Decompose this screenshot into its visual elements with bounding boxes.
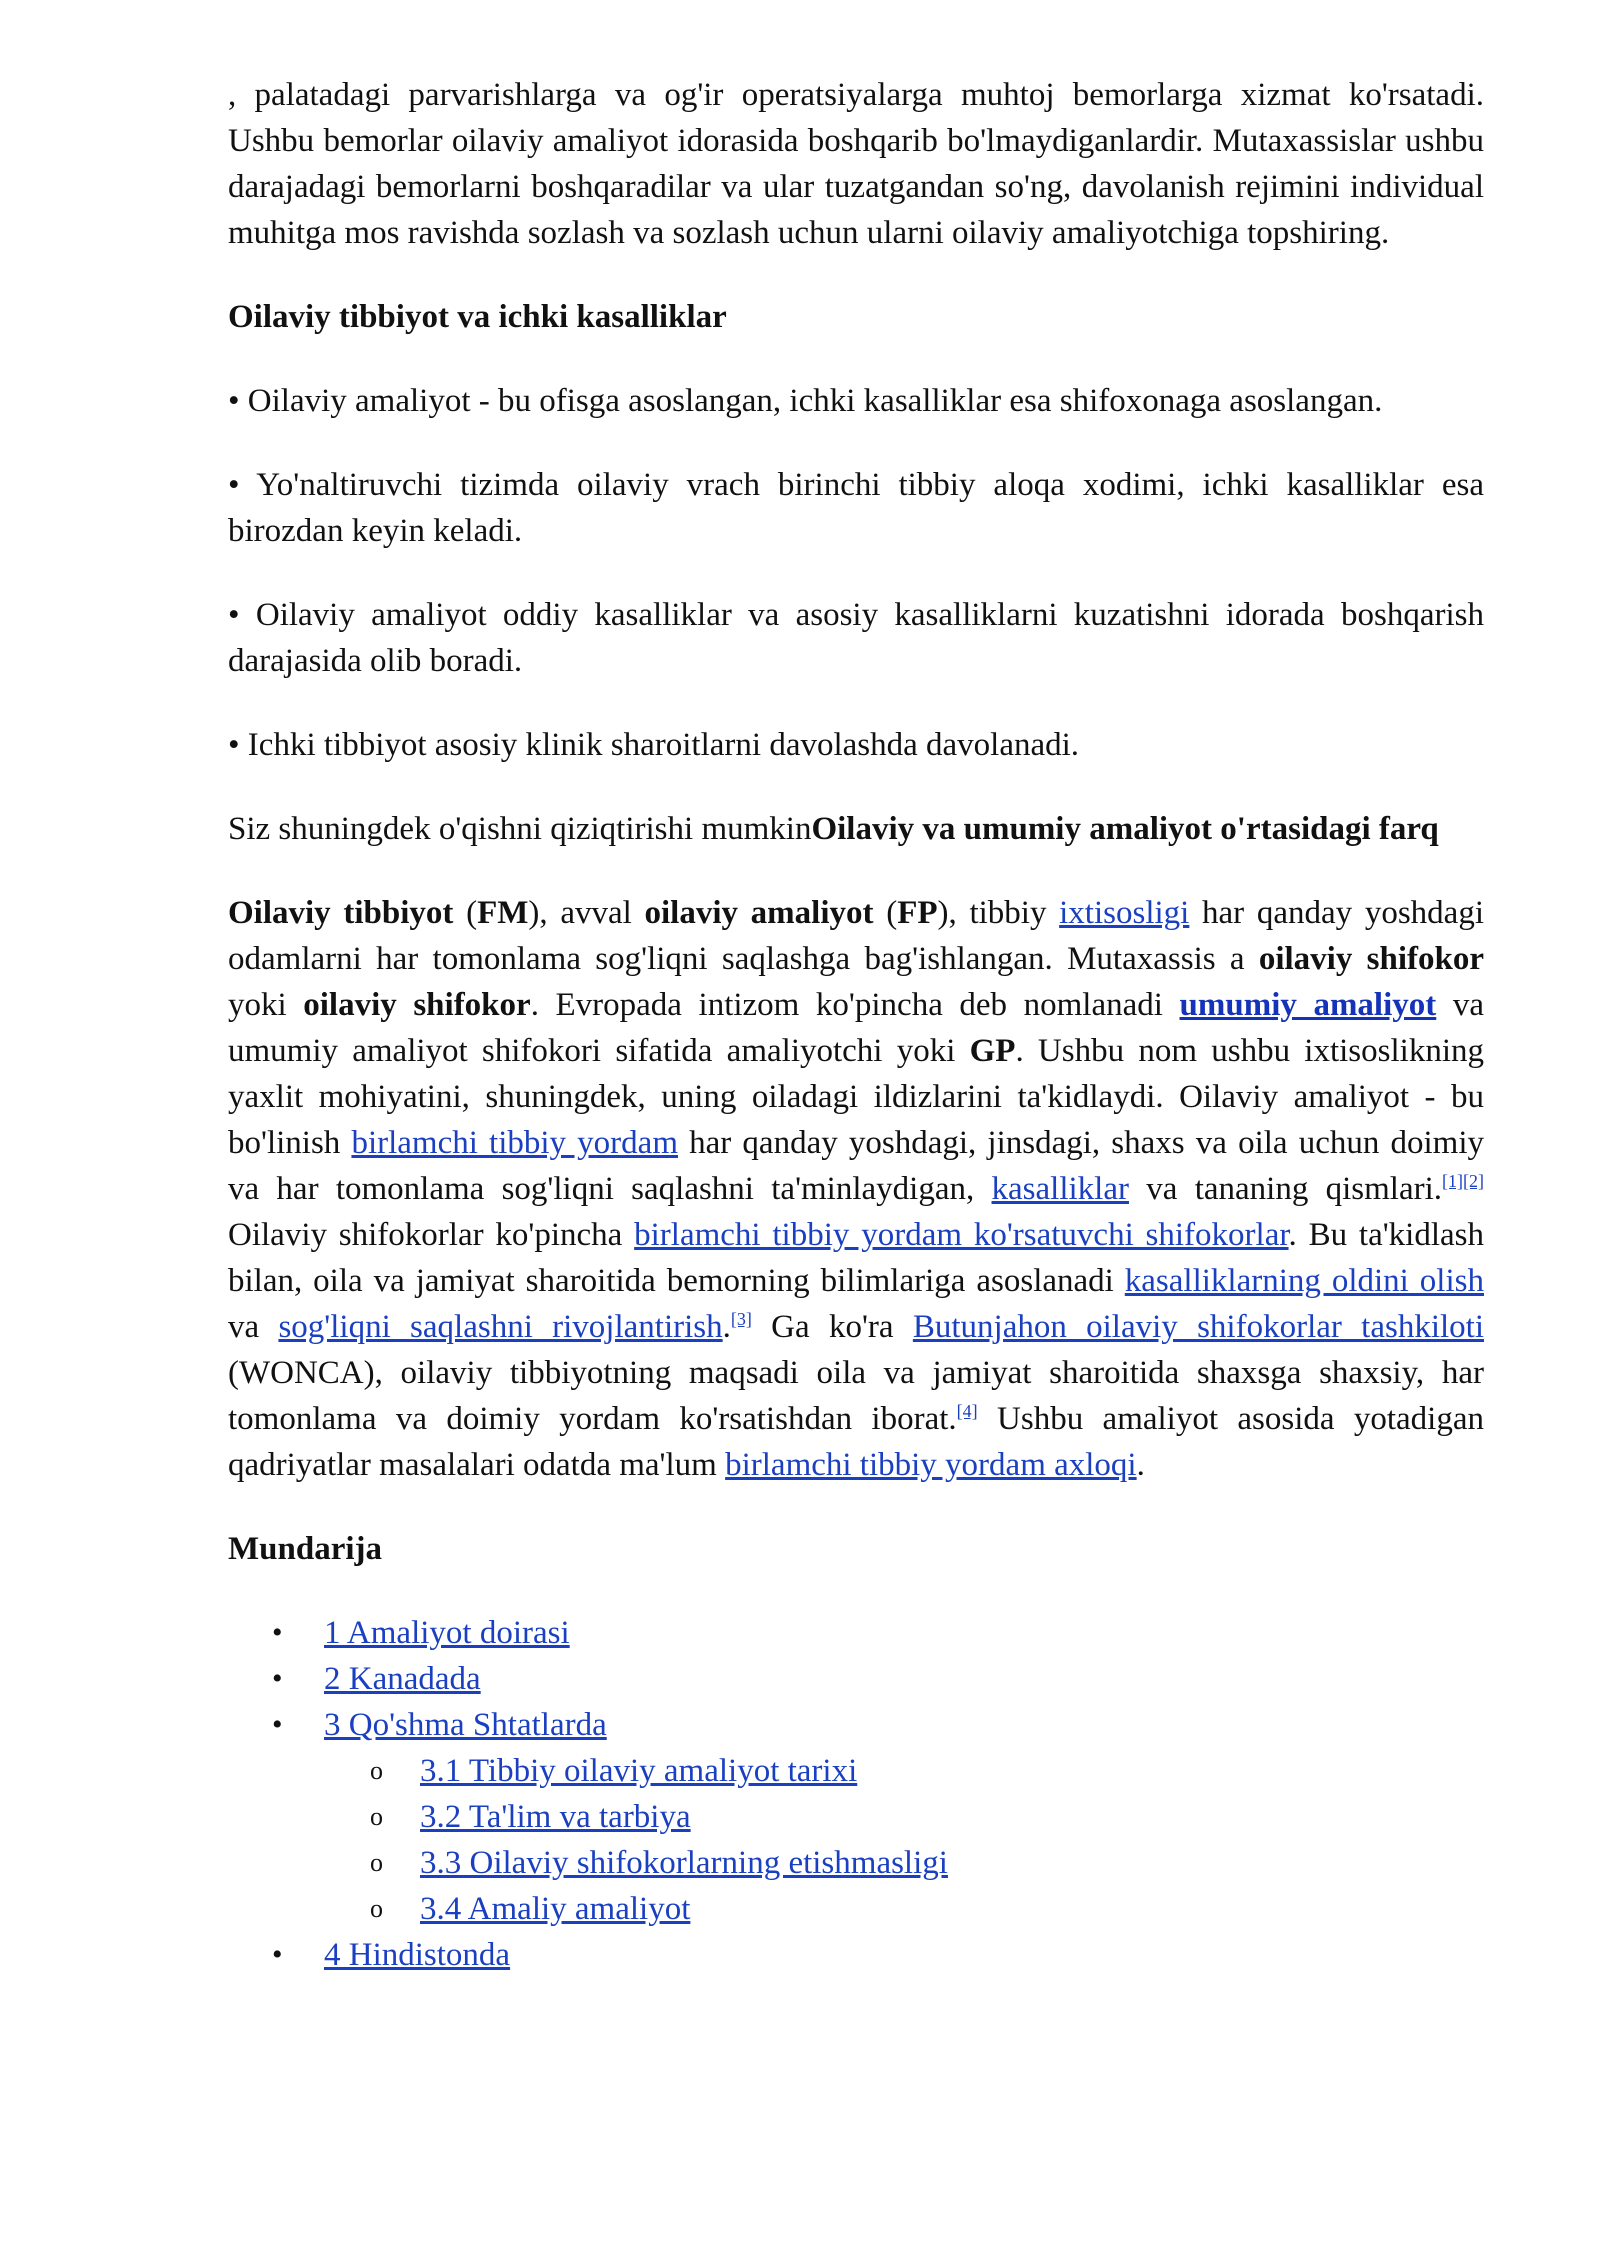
toc-item xyxy=(228,1610,1484,1656)
table-of-contents xyxy=(228,1610,1484,1978)
text-span: ( xyxy=(873,895,898,931)
reference-marker xyxy=(1442,1171,1484,1191)
toc-link-2[interactable]: 2 Kanadada xyxy=(324,1661,481,1697)
term-bold: GP xyxy=(969,1033,1016,1069)
link-ixtisosligi[interactable]: ixtisosligi xyxy=(1059,895,1190,931)
text-span: Oilaviy shifokorlar ko'pincha xyxy=(228,1217,635,1253)
term-bold: oilaviy amaliyot xyxy=(644,895,874,931)
term-bold: oilaviy shifokor xyxy=(1258,941,1485,977)
link-birlamchi-shifokorlar[interactable]: birlamchi tibbiy yordam ko'rsatuvchi shifokorlar xyxy=(634,1217,1289,1253)
link-umumiy-amaliyot[interactable]: umumiy amaliyot xyxy=(1179,987,1437,1023)
toc-subitem xyxy=(324,1886,1484,1932)
reference-marker xyxy=(731,1309,752,1329)
term-bold: Oilaviy tibbiyot xyxy=(228,895,454,931)
bullet-paragraph: • Oilaviy amaliyot - bu ofisga asoslangan, ichki kasalliklar esa shifoxonaga asoslangan. xyxy=(228,383,1383,419)
reference-link-3[interactable]: [3] xyxy=(730,1309,752,1329)
section-heading: Oilaviy tibbiyot va ichki kasalliklar xyxy=(228,299,727,335)
toc-item xyxy=(228,1702,1484,1932)
toc-subitem xyxy=(324,1840,1484,1886)
text-span: . Ushbu nom ushbu ixtisoslikning yaxlit mohiyatini, shuningdek, uning oiladagi ildizlarini ta'kidlaydi. Oilaviy amaliyot - bu bo'linish xyxy=(228,1033,1484,1161)
link-kasalliklarning-oldini-olish[interactable]: kasalliklarning oldini olish xyxy=(1124,1263,1484,1299)
also-read-paragraph xyxy=(228,806,1484,852)
document-content xyxy=(228,72,1484,1978)
text-span: Ga ko'ra xyxy=(751,1309,913,1345)
term-bold: FM xyxy=(477,895,529,931)
reference-link-2[interactable]: [2] xyxy=(1463,1171,1485,1191)
text-span: . xyxy=(1136,1447,1145,1483)
intro-paragraph: , palatadagi parvarishlarga va og'ir operatsiyalarga muhtoj bemorlarga xizmat ko'rsatadi. Ushbu bemorlar oilaviy amaliyot idorasida boshqarib bo'lmaydiganlardir. Mutaxassislar ushbu darajadagi bemorlarni boshqaradilar va ular tuzatgandan so'ng, davolanish rejimini individual muhitga mos ravishda sozlash va sozlash uchun ularni oilaviy amaliyotchiga topshiring. xyxy=(228,77,1484,251)
text-span: va umumiy amaliyot shifokori sifatida amaliyotchi yoki xyxy=(228,987,1484,1069)
link-birlamchi-tibbiy-yordam[interactable]: birlamchi tibbiy yordam xyxy=(351,1125,678,1161)
toc-item xyxy=(228,1656,1484,1702)
text-span: . Evropada intizom ko'pincha deb nomlanadi xyxy=(530,987,1180,1023)
text-span: va tananing qismlari. xyxy=(1128,1171,1443,1207)
link-birlamchi-axloqi[interactable]: birlamchi tibbiy yordam axloqi xyxy=(725,1447,1137,1483)
text-span: ), avval xyxy=(528,895,645,931)
toc-link-3-2[interactable]: 3.2 Ta'lim va tarbiya xyxy=(420,1799,691,1835)
also-read-prefix: Siz shuningdek o'qishni qiziqtirishi mumkin xyxy=(228,811,812,847)
text-span: . Bu ta'kidlash bilan, oila va jamiyat sharoitida bemorning bilimlariga asoslanadi xyxy=(228,1217,1485,1299)
toc-link-4[interactable]: 4 Hindistonda xyxy=(324,1937,511,1973)
text-span: va xyxy=(228,1309,279,1345)
term-bold: oilaviy shifokor xyxy=(303,987,531,1023)
text-span: (WONCA), oilaviy tibbiyotning maqsadi oila va jamiyat sharoitida shaxsga shaxsiy, har tomonlama va doimiy yordam ko'rsatishdan iborat. xyxy=(228,1355,1484,1437)
reference-marker xyxy=(957,1401,978,1421)
text-span: har qanday yoshdagi odamlarni har tomonlama sog'liqni saqlashga bag'ishlangan. Mutaxassis a xyxy=(228,895,1484,977)
link-sogliqni-saqlash[interactable]: sog'liqni saqlashni rivojlantirish xyxy=(278,1309,723,1345)
text-span: har qanday yoshdagi, jinsdagi, shaxs va oila uchun doimiy va har tomonlama sog'liqni saqlashni ta'minlaydigan, xyxy=(228,1125,1484,1207)
term-bold: FP xyxy=(897,895,938,931)
text-span: ), tibbiy xyxy=(937,895,1060,931)
text-span: . xyxy=(722,1309,731,1345)
reference-link-4[interactable]: [4] xyxy=(956,1401,978,1421)
toc-subitem xyxy=(324,1794,1484,1840)
toc-heading: Mundarija xyxy=(228,1531,383,1567)
toc-link-3-1[interactable]: 3.1 Tibbiy oilaviy amaliyot tarixi xyxy=(420,1753,858,1789)
article-paragraph xyxy=(228,890,1484,1488)
toc-link-3-3[interactable]: 3.3 Oilaviy shifokorlarning etishmasligi xyxy=(420,1845,948,1881)
link-kasalliklar[interactable]: kasalliklar xyxy=(991,1171,1129,1207)
also-read-title: Oilaviy va umumiy amaliyot o'rtasidagi farq xyxy=(811,811,1439,847)
toc-link-1[interactable]: 1 Amaliyot doirasi xyxy=(324,1615,570,1651)
link-wonca[interactable]: Butunjahon oilaviy shifokorlar tashkiloti xyxy=(912,1309,1485,1345)
toc-item xyxy=(228,1932,1484,1978)
toc-subitem xyxy=(324,1748,1484,1794)
bullet-paragraph: • Ichki tibbiyot asosiy klinik sharoitlarni davolashda davolanadi. xyxy=(228,727,1080,763)
text-span: Ushbu amaliyot asosida yotadigan qadriyatlar masalalari odatda ma'lum xyxy=(228,1401,1485,1483)
toc-sublist xyxy=(324,1748,1484,1932)
text-span: yoki xyxy=(228,987,304,1023)
toc-link-3[interactable]: 3 Qo'shma Shtatlarda xyxy=(324,1707,607,1743)
text-span: ( xyxy=(453,895,478,931)
reference-link-1[interactable]: [1] xyxy=(1442,1171,1464,1191)
bullet-paragraph: • Oilaviy amaliyot oddiy kasalliklar va asosiy kasalliklarni kuzatishni idorada boshqarish darajasida olib boradi. xyxy=(228,597,1484,679)
toc-link-3-4[interactable]: 3.4 Amaliy amaliyot xyxy=(420,1891,691,1927)
bullet-paragraph: • Yo'naltiruvchi tizimda oilaviy vrach birinchi tibbiy aloqa xodimi, ichki kasalliklar esa birozdan keyin keladi. xyxy=(228,467,1484,549)
